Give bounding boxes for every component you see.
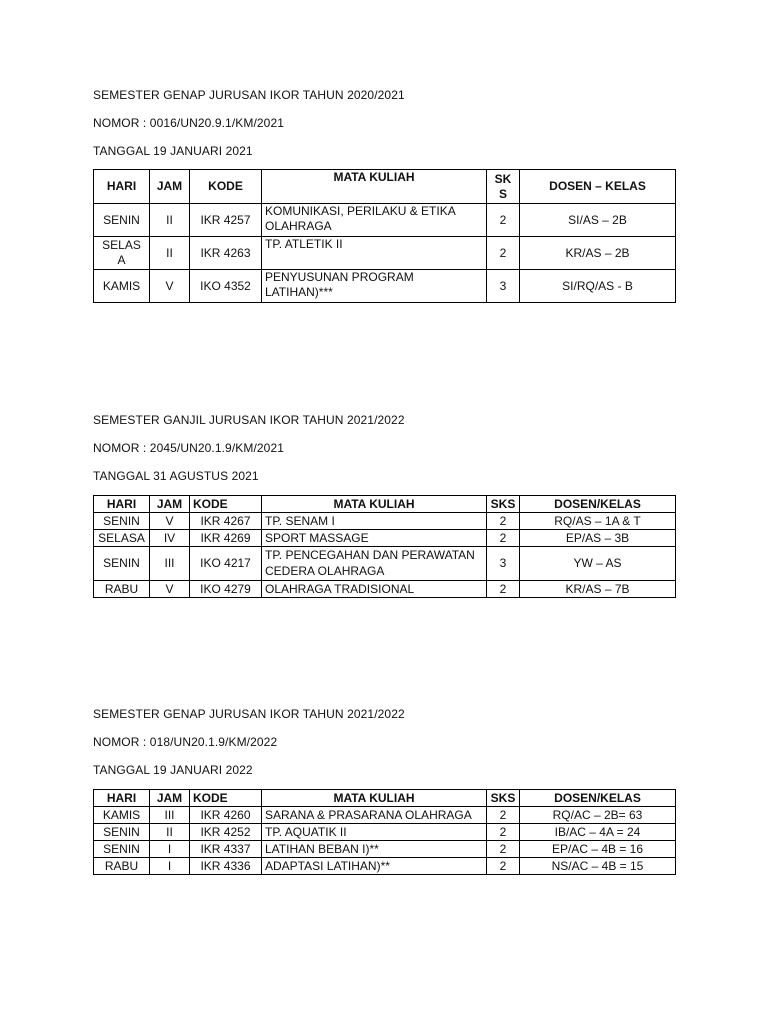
cell-sks: 3 (487, 547, 520, 581)
schedule-table (93, 169, 676, 303)
header-hari: HARI (94, 496, 150, 513)
schedule-table (93, 495, 676, 598)
header-mata-kuliah: MATA KULIAH (262, 790, 487, 807)
table-row (94, 237, 676, 270)
cell-jam: V (150, 581, 190, 598)
section-title: SEMESTER GENAP JURUSAN IKOR TAHUN 2020/2021 (93, 88, 405, 102)
cell-kode: IKO 4217 (190, 547, 262, 581)
header-kode: KODE (190, 496, 262, 513)
table-row (94, 858, 676, 875)
cell-mata-kuliah: TP. SENAM I (262, 513, 487, 530)
table-row (94, 824, 676, 841)
table-row (94, 530, 676, 547)
cell-mata-kuliah: LATIHAN BEBAN I)** (262, 841, 487, 858)
cell-mata-kuliah: TP. ATLETIK II (262, 237, 487, 270)
cell-sks: 2 (487, 513, 520, 530)
cell-hari: SELAS A (94, 237, 150, 270)
cell-jam: I (150, 841, 190, 858)
table-row (94, 270, 676, 303)
header-sks: SKS (487, 790, 520, 807)
cell-dosen-kelas: IB/AC – 4A = 24 (520, 824, 676, 841)
section-title: SEMESTER GANJIL JURUSAN IKOR TAHUN 2021/2022 (93, 413, 405, 427)
nomor-line: NOMOR : 2045/UN20.1.9/KM/2021 (93, 441, 284, 455)
cell-dosen-kelas: KR/AS – 2B (520, 237, 676, 270)
table-row (94, 513, 676, 530)
cell-sks: 2 (487, 824, 520, 841)
header-dosen-kelas: DOSEN/KELAS (520, 496, 676, 513)
cell-sks: 2 (487, 237, 520, 270)
tanggal-line: TANGGAL 19 JANUARI 2021 (93, 144, 253, 158)
cell-jam: II (150, 237, 190, 270)
table-header-row (94, 170, 676, 204)
cell-hari: RABU (94, 858, 150, 875)
cell-sks: 2 (487, 581, 520, 598)
cell-kode: IKR 4263 (190, 237, 262, 270)
table-row (94, 841, 676, 858)
cell-jam: II (150, 824, 190, 841)
cell-dosen-kelas: YW – AS (520, 547, 676, 581)
cell-kode: IKO 4279 (190, 581, 262, 598)
cell-hari: SENIN (94, 824, 150, 841)
cell-jam: V (150, 270, 190, 303)
cell-hari: SENIN (94, 547, 150, 581)
header-sks: SKS (487, 496, 520, 513)
cell-dosen-kelas: NS/AC – 4B = 15 (520, 858, 676, 875)
cell-sks: 2 (487, 858, 520, 875)
cell-hari: SENIN (94, 204, 150, 237)
cell-jam: V (150, 513, 190, 530)
tanggal-line: TANGGAL 31 AGUSTUS 2021 (93, 469, 259, 483)
cell-dosen-kelas: EP/AC – 4B = 16 (520, 841, 676, 858)
cell-mata-kuliah: PENYUSUNAN PROGRAM LATIHAN)*** (262, 270, 487, 303)
header-jam: JAM (150, 170, 190, 204)
cell-dosen-kelas: RQ/AS – 1A & T (520, 513, 676, 530)
cell-hari: SENIN (94, 513, 150, 530)
header-dosen-kelas: DOSEN – KELAS (520, 170, 676, 204)
table-row (94, 547, 676, 581)
nomor-line: NOMOR : 0016/UN20.9.1/KM/2021 (93, 116, 284, 130)
header-dosen-kelas: DOSEN/KELAS (520, 790, 676, 807)
nomor-line: NOMOR : 018/UN20.1.9/KM/2022 (93, 735, 278, 749)
header-jam: JAM (150, 790, 190, 807)
cell-dosen-kelas: RQ/AC – 2B= 63 (520, 807, 676, 824)
cell-kode: IKR 4336 (190, 858, 262, 875)
header-mata-kuliah: MATA KULIAH (262, 496, 487, 513)
cell-sks: 3 (487, 270, 520, 303)
cell-jam: IV (150, 530, 190, 547)
cell-mata-kuliah: TP. PENCEGAHAN DAN PERAWATAN CEDERA OLAHRAGA (262, 547, 487, 581)
header-kode: KODE (190, 790, 262, 807)
table-row (94, 581, 676, 598)
header-sks: SK S (487, 170, 520, 204)
cell-mata-kuliah: TP. AQUATIK II (262, 824, 487, 841)
cell-jam: III (150, 807, 190, 824)
cell-hari: KAMIS (94, 270, 150, 303)
cell-sks: 2 (487, 530, 520, 547)
cell-mata-kuliah: OLAHRAGA TRADISIONAL (262, 581, 487, 598)
cell-kode: IKR 4267 (190, 513, 262, 530)
cell-mata-kuliah: KOMUNIKASI, PERILAKU & ETIKA OLAHRAGA (262, 204, 487, 237)
header-mata-kuliah: MATA KULIAH (262, 170, 487, 204)
cell-jam: I (150, 858, 190, 875)
cell-dosen-kelas: SI/RQ/AS - B (520, 270, 676, 303)
table-header-row (94, 790, 676, 807)
cell-jam: III (150, 547, 190, 581)
cell-hari: KAMIS (94, 807, 150, 824)
cell-kode: IKR 4269 (190, 530, 262, 547)
cell-kode: IKO 4352 (190, 270, 262, 303)
cell-dosen-kelas: KR/AS – 7B (520, 581, 676, 598)
cell-dosen-kelas: SI/AS – 2B (520, 204, 676, 237)
cell-kode: IKR 4257 (190, 204, 262, 237)
cell-kode: IKR 4252 (190, 824, 262, 841)
cell-sks: 2 (487, 204, 520, 237)
cell-hari: SENIN (94, 841, 150, 858)
header-jam: JAM (150, 496, 190, 513)
cell-kode: IKR 4337 (190, 841, 262, 858)
cell-hari: RABU (94, 581, 150, 598)
table-row (94, 807, 676, 824)
cell-jam: II (150, 204, 190, 237)
cell-kode: IKR 4260 (190, 807, 262, 824)
cell-mata-kuliah: ADAPTASI LATIHAN)** (262, 858, 487, 875)
table-row (94, 204, 676, 237)
header-hari: HARI (94, 170, 150, 204)
schedule-table (93, 789, 676, 875)
header-kode: KODE (190, 170, 262, 204)
tanggal-line: TANGGAL 19 JANUARI 2022 (93, 763, 253, 777)
section-title: SEMESTER GENAP JURUSAN IKOR TAHUN 2021/2022 (93, 707, 405, 721)
cell-hari: SELASA (94, 530, 150, 547)
header-hari: HARI (94, 790, 150, 807)
table-header-row (94, 496, 676, 513)
cell-mata-kuliah: SARANA & PRASARANA OLAHRAGA (262, 807, 487, 824)
cell-dosen-kelas: EP/AS – 3B (520, 530, 676, 547)
cell-mata-kuliah: SPORT MASSAGE (262, 530, 487, 547)
cell-sks: 2 (487, 841, 520, 858)
cell-sks: 2 (487, 807, 520, 824)
